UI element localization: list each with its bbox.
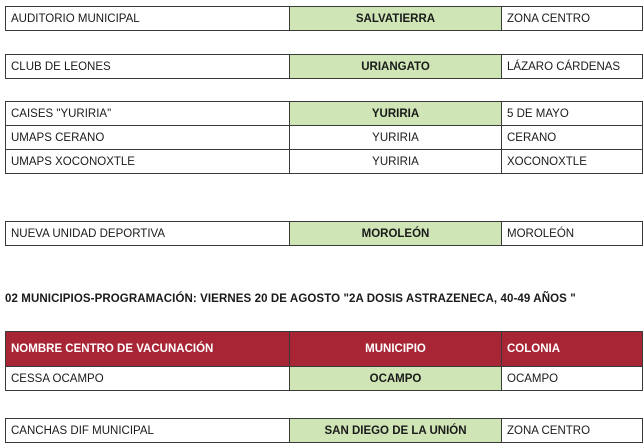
- colonia-cell: ZONA CENTRO: [502, 7, 643, 31]
- municipio-cell: YURIRIA: [290, 102, 502, 126]
- center-name-cell: CANCHAS DIF MUNICIPAL: [6, 419, 290, 443]
- table-row: [6, 367, 643, 391]
- table-row: [6, 150, 643, 174]
- municipio-cell: YURIRIA: [290, 126, 502, 150]
- table-programacion: [5, 331, 641, 391]
- table-row: [6, 126, 643, 150]
- header-colonia: COLONIA: [502, 332, 643, 367]
- table-row: [6, 102, 643, 126]
- colonia-cell: MOROLEÓN: [502, 222, 643, 246]
- table-row: [6, 55, 643, 79]
- colonia-cell: 5 DE MAYO: [502, 102, 643, 126]
- table-yuriria: [5, 101, 641, 174]
- municipio-cell: OCAMPO: [290, 367, 502, 391]
- colonia-cell: XOCONOXTLE: [502, 150, 643, 174]
- municipio-cell: YURIRIA: [290, 150, 502, 174]
- center-name-cell: CLUB DE LEONES: [6, 55, 290, 79]
- table-uriangato: [5, 54, 641, 79]
- colonia-cell: LÁZARO CÁRDENAS: [502, 55, 643, 79]
- municipio-cell: URIANGATO: [290, 55, 502, 79]
- header-municipio: MUNICIPIO: [290, 332, 502, 367]
- table-san-diego: [5, 418, 641, 443]
- table-row: [6, 7, 643, 31]
- colonia-cell: CERANO: [502, 126, 643, 150]
- colonia-cell: ZONA CENTRO: [502, 419, 643, 443]
- center-name-cell: UMAPS XOCONOXTLE: [6, 150, 290, 174]
- section-title: 02 MUNICIPIOS-PROGRAMACIÓN: VIERNES 20 DE AGOSTO "2A DOSIS ASTRAZENECA, 40-49 AÑOS ": [5, 293, 576, 305]
- center-name-cell: CAISES "YURIRIA": [6, 102, 290, 126]
- table-row: [6, 419, 643, 443]
- municipio-cell: SAN DIEGO DE LA UNIÓN: [290, 419, 502, 443]
- table-salvatierra: [5, 6, 641, 31]
- center-name-cell: CESSA OCAMPO: [6, 367, 290, 391]
- header-center-name: NOMBRE CENTRO DE VACUNACIÓN: [6, 332, 290, 367]
- table-moroleon: [5, 221, 641, 246]
- center-name-cell: NUEVA UNIDAD DEPORTIVA: [6, 222, 290, 246]
- colonia-cell: OCAMPO: [502, 367, 643, 391]
- municipio-cell: MOROLEÓN: [290, 222, 502, 246]
- center-name-cell: AUDITORIO MUNICIPAL: [6, 7, 290, 31]
- table-header-row: [6, 332, 643, 367]
- center-name-cell: UMAPS CERANO: [6, 126, 290, 150]
- municipio-cell: SALVATIERRA: [290, 7, 502, 31]
- table-row: [6, 222, 643, 246]
